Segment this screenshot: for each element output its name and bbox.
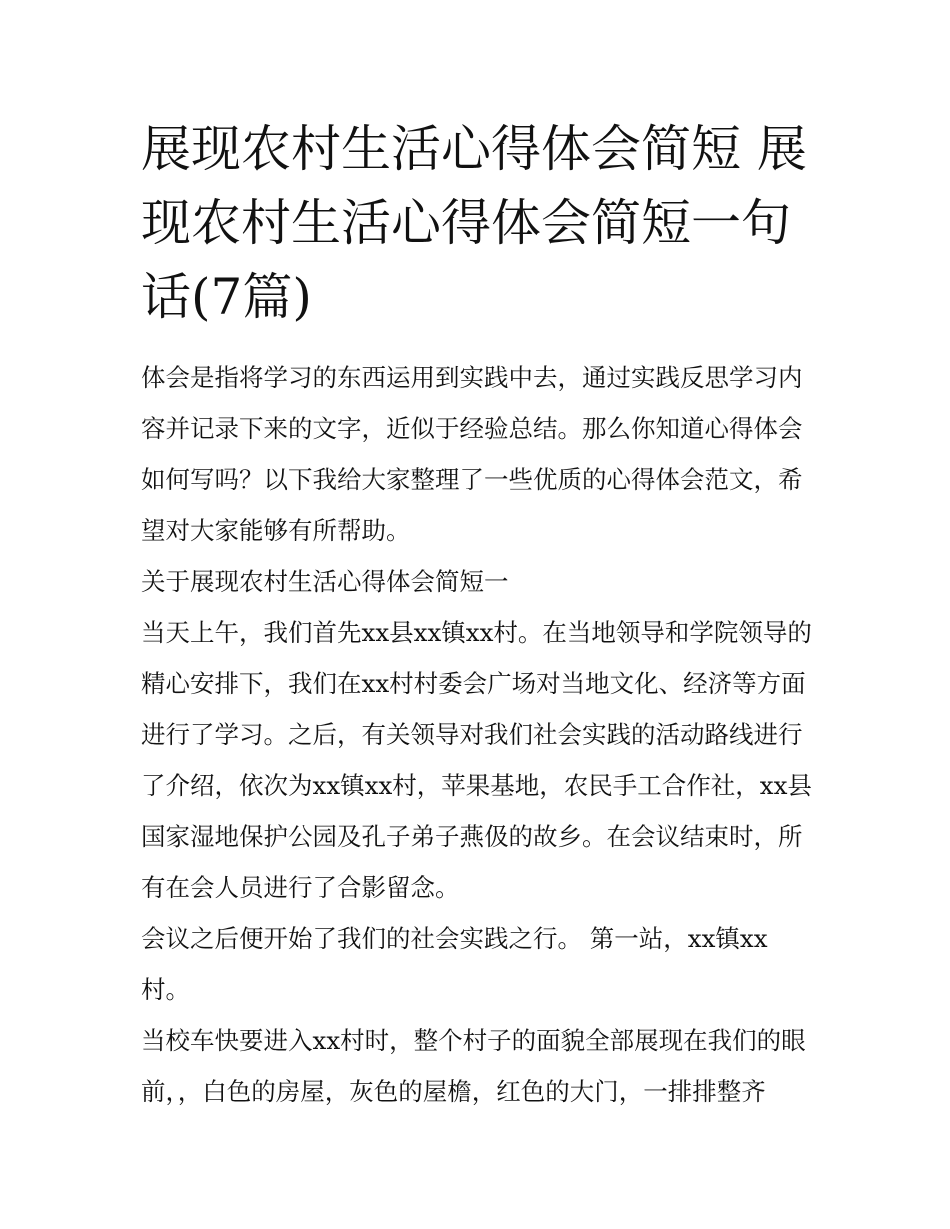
document-body xyxy=(141,352,816,1117)
body-paragraph: 当校车快要进入xx村时，整个村子的面貌全部展现在我们的眼前，，白色的房屋，灰色的屋檐，红色的大门，一排排整齐 xyxy=(141,1026,806,1106)
document-title: 展现农村生活心得体会简短 展现农村生活心得体会简短一句话(7篇) xyxy=(141,120,807,326)
section-heading: 关于展现农村生活心得体会简短一 xyxy=(141,567,509,596)
document-page xyxy=(141,112,816,1117)
body-paragraph: 会议之后便开始了我们的社会实践之行。 第一站，xx镇xx村。 xyxy=(141,924,768,1004)
intro-paragraph: 体会是指将学习的东西运用到实践中去，通过实践反思学习内容并记录下来的文字，近似于经验总结。那么你知道心得体会如何写吗？以下我给大家整理了一些优质的心得体会范文，希望对大家能够有所帮助。 xyxy=(141,363,803,545)
body-paragraph: 当天上午，我们首先xx县xx镇xx村。在当地领导和学院领导的精心安排下，我们在xx村村委会广场对当地文化、经济等方面进行了学习。之后，有关领导对我们社会实践的活动路线进行了介绍，依次为xx镇xx村，苹果基地，农民手工合作社，xx县国家湿地保护公园及孔子弟子燕伋的故乡。在会议结束时，所有在会人员进行了合影留念。 xyxy=(141,618,812,902)
